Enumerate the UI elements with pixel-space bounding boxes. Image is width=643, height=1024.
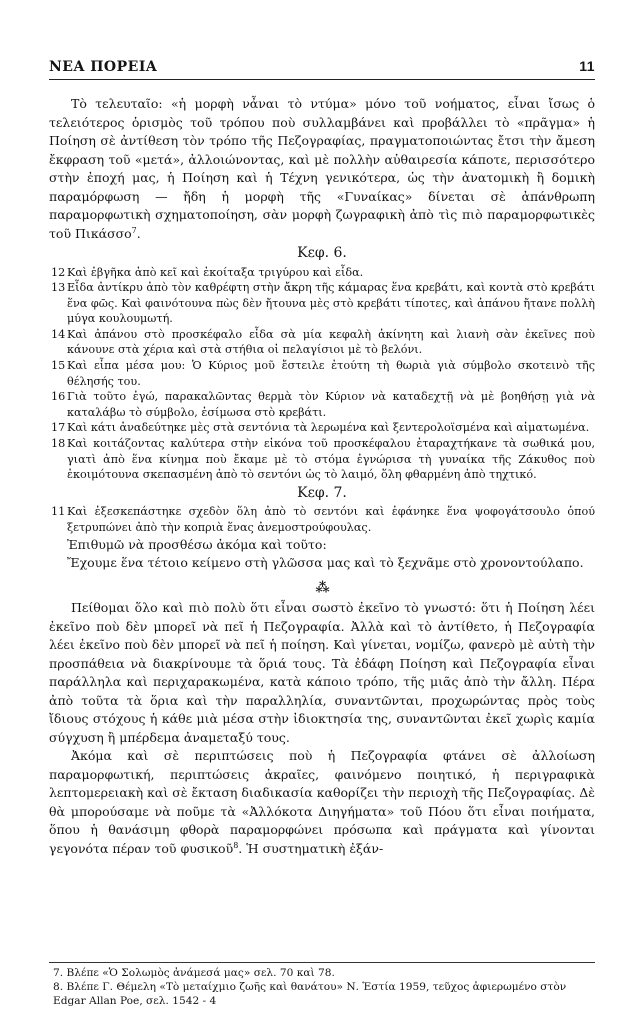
verse-text: Γιὰ τοῦτο ἐγώ, παρακαλῶντας θερμὰ τὸν Κύριον νὰ καταδεχτῇ νὰ μὲ βοηθήσῃ γιὰ νὰ καταλάβω τὸ σύμβολο, ἐσίμωσα στὸ κρεβάτι. <box>67 390 595 419</box>
chapter-7-verses <box>51 504 595 535</box>
main-text <box>49 95 595 858</box>
verse-number: 11 <box>51 505 66 519</box>
closing-remark-line: Ἔχουμε ἕνα τέτοιο κείμενο στὴ γλῶσσα μας καὶ τὸ ξεχνᾶμε στὸ χρονοντούλαπο. <box>67 555 584 570</box>
verse-row <box>51 389 595 420</box>
verse-text: Καὶ κάτι ἀναδεύτηκε μὲς στὰ σεντόνια τὰ λερωμένα καὶ ξεντερολοϊσμένα καὶ αἱματωμένα. <box>67 421 590 435</box>
paragraph-poetry-prose: Πείθομαι ὅλο καὶ πιὸ πολὺ ὅτι εἶναι σωστὸ ἐκεῖνο τὸ γνωστό: ὅτι ἡ Ποίηση λέει ἐκεῖνο ποὺ δὲν μπορεῖ νὰ πεῖ ἡ Πεζογραφία. Ἀλλὰ καὶ τὸ ἀντίθετο, ἡ Πεζογραφία λέει ἐκεῖνο ποὺ δὲν μπορεῖ νὰ πεῖ ἡ ποίηση. Καὶ γίνεται, νομίζω, φανερὸ μὲ αὐτὴ τὴν προσπάθεια νὰ διακρίνουμε τὰ ὅριά τους. Τὰ ἐδάφη Ποίηση καὶ Πεζογραφία εἶναι παράλληλα καὶ περιχαρακωμένα, κατὰ κάποιο τρόπο, τῆς μιᾶς ἀπὸ τὴν ἄλλη. Πέρα ἀπὸ τοῦτα τὰ ὅρια καὶ τὴν παραλληλία, συναντῶνται, προχωρώντας πρὸς τοὺς ἴδιους στόχους ἡ κάθε μιὰ μέσα στὴν ἰδιοκτησία της, συναντῶνται ἐκεῖ χωρὶς καμία σύγχυση ἢ μπέρδεμα ἀναμεταξύ τους. <box>49 600 595 745</box>
verse-number: 14 <box>51 327 66 341</box>
footnote-ref-8: 8 <box>233 840 239 850</box>
paragraph-deformation <box>49 747 595 858</box>
footnote-7: 7. Βλέπε «Ὁ Σολωμὸς ἀνάμεσά μας» σελ. 70 καὶ 78. <box>53 967 335 979</box>
verse-text: Καὶ κοιτάζοντας καλύτερα στὴν εἰκόνα τοῦ προσκέφαλου ἐταραχτήκανε τὰ σωθικά μου, γιατὶ ἀπὸ ἕνα κίνημα ποὺ ἔκαμε μὲ τὸ στόμα ἐγνώρισα τὴ γυναίκα τῆς Ζάκυθος ποὺ ἐκοιμότουνα σκεπασμένη ἀπὸ τὸ σεντόνι ὡς τὸ λαιμό, ὅλη φθαρμένη ἀπὸ τηχτικό. <box>67 437 595 482</box>
verse-row <box>51 265 595 281</box>
verse-number: 15 <box>51 359 66 373</box>
verse-row <box>51 358 595 389</box>
verse-text: Καὶ ἐξεσκεπάστηκε σχεδὸν ὅλη ἀπὸ τὸ σεντόνι καὶ ἐφάνηκε ἕνα ψοφογάτσουλο ὁπού ξετρυπώνει ἀπὸ τὴν κοπριὰ ἕνας ἀνεμοστρούφουλας. <box>67 505 595 534</box>
verse-row <box>51 327 595 358</box>
verse-number: 12 <box>51 265 66 279</box>
page-number: 11 <box>579 58 595 74</box>
chapter-7-heading: Κεφ. 7. <box>297 484 347 501</box>
verse-row <box>51 420 595 436</box>
verse-text: Καὶ ἐβγῆκα ἀπὸ κεῖ καὶ ἐκοίταξα τριγύρου καὶ εἶδα. <box>67 265 364 279</box>
footnote-ref-7: 7 <box>131 225 137 235</box>
chapter-6-heading: Κεφ. 6. <box>297 245 347 261</box>
verse-text: Καὶ ἀπάνου στὸ προσκέφαλο εἶδα σὰ μία κεφαλὴ ἀκίνητη καὶ λιανὴ σὰν ἐκεῖνες ποὺ κάνουνε στὰ χέρια καὶ στὰ στήθια οἱ πελαγίσιοι μὲ τὸ βελόνι. <box>67 327 595 357</box>
paragraph-deformation-tail: . Ἡ συστηματικὴ ἐξάν- <box>238 840 384 856</box>
verse-number: 17 <box>51 421 66 435</box>
footnote-8: 8. Βλέπε Γ. Θέμελη «Τὸ μεταίχμιο ζωῆς καὶ θανάτου» Ν. Ἑστία 1959, τεῦχος ἀφιερωμένο στὸν Edgar Allan Poe, σελ. 1542 - 4 <box>53 981 567 1007</box>
verse-text: Καὶ εἶπα μέσα μου: Ὁ Κύριος μοῦ ἔστειλε ἐτούτη τὴ θωριὰ γιὰ σύμβολο σκοτεινὸ τῆς θέλησής του. <box>67 359 595 388</box>
verse-row <box>51 436 595 483</box>
section-separator: ⁂ <box>315 579 329 596</box>
intro-paragraph-text: Τὸ τελευταῖο: «ἡ μορφὴ νἆναι τὸ ντύμα» μόνο τοῦ νοήματος, εἶναι ἴσως ὁ τελειότερος ὁρισμὸς τοῦ τρόπου ποὺ συλλαμβάνει καὶ προβάλλει τὸ «πρᾶγμα» ἡ Ποίηση σὲ ἀντίθεση τὸν τρόπο τῆς Πεζογραφίας, πραγματοποιώντας ἔτσι τὴν ἄμεση ἔκφραση τοῦ «μετά», ἀλλοιώνοντας, καὶ μὲ πολλὴν αὐθαιρεσία κάποτε, περισσότερο στὴν ἐποχή μας, ἡ Ποίηση καὶ ἡ Τέχνη γενικότερα, ὡς τὴν ἀνατομικὴ ἢ δομικὴ παραμόρφωση — ἤδη ἡ μορφὴ τῆς «Γυναίκας» δίνεται σὲ ἀπάνθρωπη παραμορφωτικὴ σχηματοποίηση, σὰν μορφὴ ζωγραφικὴ ἀπὸ τὶς πιὸ παραμορφωτικὲς τοῦ Πικάσσο <box>49 96 595 241</box>
verse-number: 18 <box>51 437 66 451</box>
verse-number: 16 <box>51 390 66 404</box>
verse-text: Εἶδα ἀντίκρυ ἀπὸ τὸν καθρέφτη στὴν ἄκρη τῆς κάμαρας ἕνα κρεβάτι, καὶ κοντὰ στὸ κρεβάτι ἕνα φῶς. Καὶ φαινότουνα πὼς δὲν ἤτουνα μὲς στὸ κρεβάτι τίποτες, καὶ ἀπάνου ἤτανε πολλὴ μύγα κουλουμωτή. <box>67 281 595 326</box>
running-header <box>49 58 595 80</box>
verse-number: 13 <box>51 281 66 295</box>
intro-paragraph: Τὸ τελευταῖο: «ἡ μορφὴ νἆναι τὸ ντύμα» μόνο τοῦ νοήματος, εἶναι ἴσως ὁ τελειότερος ὁρισμὸς τοῦ τρόπου ποὺ συλλαμβάνει καὶ προβάλλει τὸ «πρᾶγμα» ἡ Ποίηση σὲ ἀντίθεση τὸν τρόπο τῆς Πεζογραφίας, πραγματοποιώντας ἔτσι τὴν ἄμεση ἔκφραση τοῦ «μετά», ἀλλοιώνοντας, καὶ μὲ πολλὴν αὐθαιρεσία κάποτε, περισσότερο στὴν ἐποχή μας, ἡ Ποίηση καὶ ἡ Τέχνη γενικότερα, ὡς τὴν ἀνατομικὴ ἢ δομικὴ παραμόρφωση — ἤδη ἡ μορφὴ τῆς «Γυναίκας» δίνεται σὲ ἀπάνθρωπη παραμορφωτικὴ σχηματοποίηση, σὰν μορφὴ ζωγραφικὴ ἀπὸ τὶς πιὸ παραμορφωτικὲς τοῦ Πικάσσο$^7$. <box>49 96 595 241</box>
footnotes <box>49 962 595 1008</box>
verse-row <box>51 504 595 535</box>
verse-row <box>51 280 595 327</box>
chapter-6-verses <box>51 265 595 483</box>
closing-wish-line: Ἐπιθυμῶ νὰ προσθέσω ἀκόμα καὶ τοῦτο: <box>67 536 327 552</box>
journal-title: ΝΕΑ ΠΟΡΕΙΑ <box>49 59 158 75</box>
paragraph-deformation-text: Ἀκόμα καὶ σὲ περιπτώσεις ποὺ ἡ Πεζογραφία φτάνει σὲ ἀλλοίωση παραμορφωτική, περιπτώσεις ἀκραῖες, φαινόμενο ποιητικό, ἡ περιγραφικὰ λεπτομερειακὴ καὶ σὲ ἔκταση διαδικασία καθορίζει τὴν περιοχὴ τῆς Πεζογραφίας. Δὲ θὰ μπορούσαμε νὰ ποῦμε τὰ «Ἀλλόκοτα Διηγήματα» τοῦ Πόου ὅτι εἶναι ποιήματα, ὅπου ἡ θανάσιμη φθορὰ παραμορφώνει πρόσωπα καὶ πράγματα καὶ γίνονται γεγονότα πέραν τοῦ φυσικοῦ <box>49 748 595 856</box>
